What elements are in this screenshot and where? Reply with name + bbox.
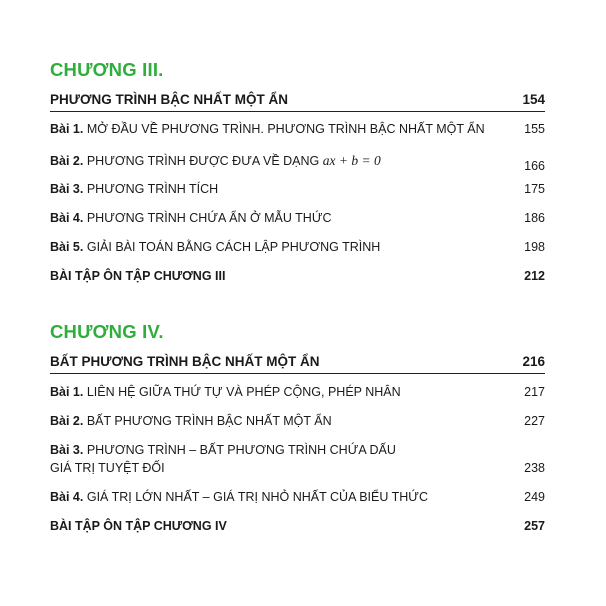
toc-row[interactable] <box>50 489 545 505</box>
lesson-number: Bài 2. <box>50 154 84 168</box>
review-title: BÀI TẬP ÔN TẬP CHƯƠNG IV <box>50 519 227 533</box>
lesson-title: PHƯƠNG TRÌNH ĐƯỢC ĐƯA VỀ DẠNG <box>86 154 320 168</box>
page-number: 175 <box>524 182 545 196</box>
page-number: 257 <box>524 519 545 533</box>
lesson-number: Bài 3. <box>50 443 84 457</box>
lesson-title: MỞ ĐẦU VỀ PHƯƠNG TRÌNH. PHƯƠNG TRÌNH BẬC NHẤT MỘT ẨN <box>86 122 485 136</box>
chapter-3-heading: PHƯƠNG TRÌNH BẬC NHẤT MỘT ẨN <box>50 92 288 107</box>
formula: ax + b = 0 <box>322 153 381 168</box>
chapter-4-heading: BẤT PHƯƠNG TRÌNH BẬC NHẤT MỘT ẨN <box>50 354 320 369</box>
toc-row[interactable] <box>50 442 545 458</box>
lesson-title: PHƯƠNG TRÌNH CHỨA ẨN Ở MẪU THỨC <box>86 211 332 225</box>
lesson-number: Bài 4. <box>50 211 84 225</box>
page-number: 166 <box>524 159 545 173</box>
lesson-title: PHƯƠNG TRÌNH TÍCH <box>86 182 219 196</box>
lesson-title: LIÊN HỆ GIỮA THỨ TỰ VÀ PHÉP CỘNG, PHÉP NHÂN <box>86 385 401 399</box>
page-number: 186 <box>524 211 545 225</box>
toc-row[interactable] <box>50 384 545 400</box>
lesson-title: BẤT PHƯƠNG TRÌNH BẬC NHẤT MỘT ẨN <box>86 414 332 428</box>
lesson-number: Bài 3. <box>50 182 84 196</box>
page-number: 238 <box>524 461 545 475</box>
lesson-number: Bài 4. <box>50 490 84 504</box>
chapter-4-title: CHƯƠNG IV. <box>50 321 164 342</box>
page-number: 155 <box>524 122 545 136</box>
toc-row-continuation[interactable] <box>50 460 545 476</box>
chapter-3-title: CHƯƠNG III. <box>50 59 164 80</box>
chapter-3-heading-page: 154 <box>522 92 545 107</box>
lesson-title-line2: GIÁ TRỊ TUYỆT ĐỐI <box>50 461 165 475</box>
chapter-4-list <box>50 0 545 606</box>
lesson-number: Bài 2. <box>50 414 84 428</box>
review-title: BÀI TẬP ÔN TẬP CHƯƠNG III <box>50 269 226 283</box>
lesson-number: Bài 5. <box>50 240 84 254</box>
lesson-title: GIẢI BÀI TOÁN BẰNG CÁCH LẬP PHƯƠNG TRÌNH <box>86 240 381 254</box>
lesson-title: GIÁ TRỊ LỚN NHẤT – GIÁ TRỊ NHỎ NHẤT CỦA BIỂU THỨC <box>86 490 428 504</box>
lesson-number: Bài 1. <box>50 122 84 136</box>
page-number: 249 <box>524 490 545 504</box>
page-number: 198 <box>524 240 545 254</box>
page-number: 217 <box>524 385 545 399</box>
page-number: 212 <box>524 269 545 283</box>
review-row[interactable] <box>50 518 545 534</box>
page-number: 227 <box>524 414 545 428</box>
toc-row[interactable] <box>50 413 545 429</box>
lesson-title: PHƯƠNG TRÌNH – BẤT PHƯƠNG TRÌNH CHỨA DẤU <box>86 443 396 457</box>
chapter-4-heading-page: 216 <box>522 354 545 369</box>
lesson-number: Bài 1. <box>50 385 84 399</box>
